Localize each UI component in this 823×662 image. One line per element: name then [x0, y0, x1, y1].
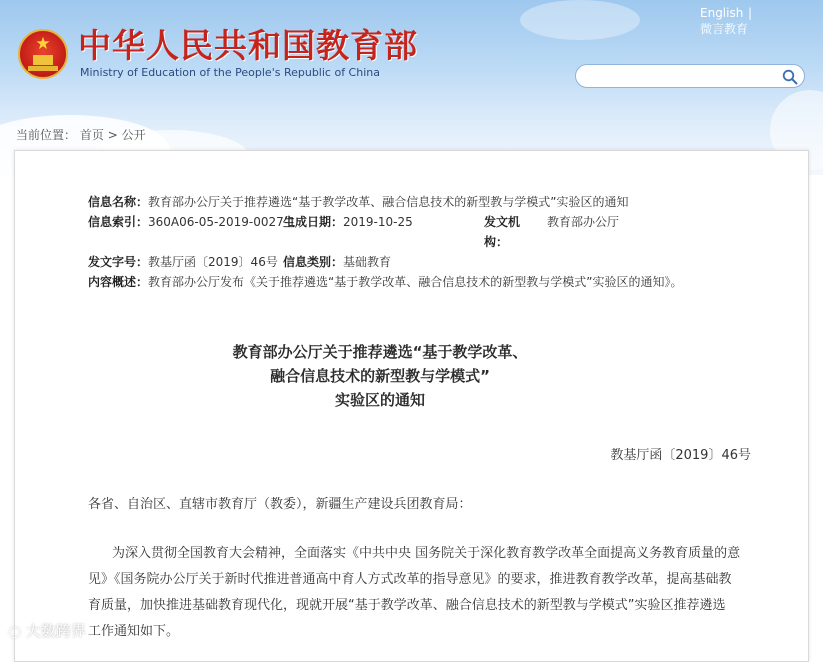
meta-info-index: [88, 213, 296, 231]
meta-category: [283, 253, 391, 271]
meta-info-name: [88, 193, 628, 211]
info-index-label: 信息索引：: [88, 215, 149, 229]
breadcrumb-home-link[interactable]: 首页: [79, 128, 104, 142]
meta-issuer-label-2: [484, 233, 508, 251]
category-label: 信息类别：: [283, 255, 344, 269]
paragraph-line: 为深入贯彻全国教育大会精神，全面落实《中共中央 国务院关于深化教育教学改革全面提高义务教育质量的意: [112, 546, 741, 561]
document-title-line: 实验区的通知: [334, 391, 425, 409]
watermark-logo: [8, 620, 86, 641]
watermark-text: 大数跨界: [25, 622, 86, 640]
breadcrumb-current-link[interactable]: 公开: [121, 128, 146, 142]
meta-date: [283, 213, 413, 231]
search-box: [575, 64, 805, 88]
paragraph-line: 工作通知如下。: [88, 624, 180, 639]
breadcrumb-label: 当前位置：: [16, 128, 77, 142]
national-emblem-icon[interactable]: ★: [18, 29, 68, 79]
search-input[interactable]: [586, 68, 770, 86]
watermark-icon: ◌: [8, 622, 22, 640]
meta-issuer-value: [547, 213, 619, 231]
paragraph-line: 见》《国务院办公厅关于新时代推进普通高中育人方式改革的指导意见》的要求，推进教育教学改革，提高基础教: [88, 572, 732, 587]
breadcrumb-separator: >: [107, 128, 118, 142]
salutation: 各省、自治区、直辖市教育厅（教委），新疆生产建设兵团教育局：: [88, 497, 472, 512]
doc-no-label: 发文字号：: [88, 255, 149, 269]
issuer-label-line1: 发文机: [484, 215, 521, 229]
category-value: 基础教育: [343, 255, 392, 269]
search-icon[interactable]: [782, 69, 798, 85]
cloud-decoration: [520, 0, 640, 40]
site-header: [0, 0, 823, 175]
document-number: 教基厅函〔2019〕46号: [610, 448, 751, 463]
meta-issuer-label-1: [484, 213, 520, 231]
lang-separator: |: [748, 6, 753, 20]
document-title-line: 教育部办公厅关于推荐遴选“基于教学改革、: [232, 343, 528, 361]
info-name-label: 信息名称：: [88, 195, 149, 209]
document-title-line: 融合信息技术的新型教与学模式”: [270, 367, 490, 385]
doc-no-value: 教基厅函〔2019〕46号: [148, 255, 278, 269]
meta-doc-no: [88, 253, 278, 271]
date-value: 2019-10-25: [343, 215, 413, 229]
english-link-container: [700, 6, 753, 21]
info-name-value: 教育部办公厅关于推荐遴选“基于教学改革、融合信息技术的新型教与学模式”实验区的通知: [148, 195, 629, 209]
paragraph-line: 育质量，加快推进基础教育现代化，现就开展“基于教学改革、融合信息技术的新型教与学模式”实验区推荐遴选: [88, 598, 726, 613]
summary-label: 内容概述：: [88, 275, 149, 289]
document-title: [180, 340, 580, 412]
summary-value: 教育部办公厅发布《关于推荐遴选“基于教学改革、融合信息技术的新型教与学模式”实验区的通知》。: [148, 275, 683, 289]
issuer-label-line2: 构：: [484, 235, 509, 249]
info-index-value: 360A06-05-2019-0027-1: [148, 215, 296, 229]
meta-summary: [88, 273, 682, 291]
site-subtitle: Ministry of Education of the People's Republic of China: [80, 66, 380, 79]
english-link[interactable]: English: [700, 6, 744, 20]
date-label: 生成日期：: [283, 215, 344, 229]
issuer-value: 教育部办公厅: [547, 215, 620, 229]
site-title[interactable]: 中华人民共和国教育部: [78, 26, 418, 65]
weiyan-jiaoyu-link[interactable]: 微言教育: [700, 22, 749, 36]
breadcrumb: [16, 127, 146, 143]
